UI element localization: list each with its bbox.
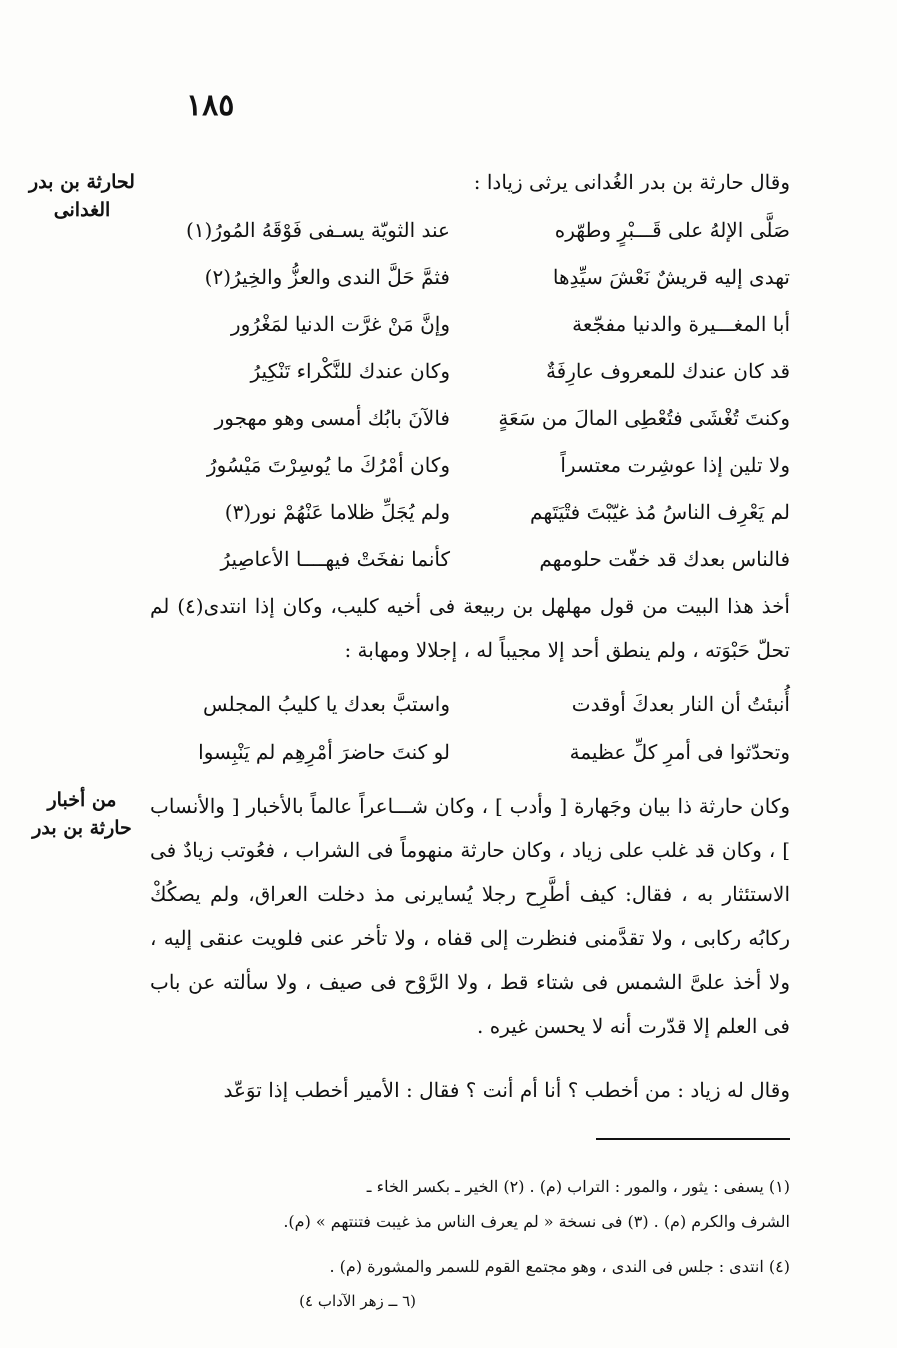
verse-first-hemistich: أبا المغـــيرة والدنيا مفجّعة xyxy=(572,312,790,336)
verse-second-hemistich: فثمَّ حَلَّ الندى والعزُّ والخِيرُ(٢) xyxy=(204,265,450,289)
verse-second-hemistich: كأنما نفخَتْ فيهــــا الأعاصِيرُ xyxy=(220,547,450,571)
verse-line xyxy=(150,535,790,583)
footnote-line: (٤) انتدى : جلس فى الندى ، وهو مجتمع القوم للسمر والمشورة (م) . xyxy=(329,1257,790,1276)
verse-second-hemistich: وكان عندك للنَّكْراء تَنْكِيرُ xyxy=(250,359,450,383)
verse-first-hemistich: صَلَّى الإلهُ على قَـــبْرٍ وطهّره xyxy=(554,218,790,242)
verse-second-hemistich: واستبَّ بعدك يا كليبُ المجلس xyxy=(203,692,450,716)
paragraph-1: أخذ هذا البيت من قول مهلهل بن ربيعة فى أخيه كليب، وكان إذا انتدى(٤) لم تحلّ حَبْوَته ، ولم ينطق أحد إلا مجيباً له ، إجلالا ومهابة : xyxy=(150,594,790,662)
intro-line: وقال حارثة بن بدر الغُدانى يرثى زيادا : xyxy=(473,170,790,194)
verse-line xyxy=(150,488,790,536)
margin-note-line: لحارثة بن بدر xyxy=(29,171,135,193)
verse-first-hemistich: قد كان عندك للمعروف عارِفَةٌ xyxy=(545,359,790,383)
footnote-divider xyxy=(596,1138,790,1140)
verse-first-hemistich: فالناس بعدك قد خفّت حلومهم xyxy=(539,547,790,571)
verse-line xyxy=(150,728,790,776)
verse-line xyxy=(150,253,790,301)
verse-line xyxy=(150,347,790,395)
verse-second-hemistich: ولم يُجَلِّ ظلاما عَنْهُمْ نور(٣) xyxy=(224,500,450,524)
verse-line xyxy=(150,680,790,728)
paragraph-3: وقال له زياد : من أخطب ؟ أنا أم أنت ؟ فقال : الأمير أخطب إذا توَعّد xyxy=(223,1078,790,1102)
verse-second-hemistich: لو كنتَ حاضرَ أمْرِهِم لم يَنْبِسوا xyxy=(198,740,450,764)
verse-second-hemistich: فالآنَ بابُك أمسى وهو مهجور xyxy=(214,406,450,430)
footnote-line: (١) يسفى : يثور ، والمور : التراب (م) . (٢) الخير ـ بكسر الخاء ـ xyxy=(366,1177,790,1196)
verse-first-hemistich: وكنتَ تُغْشَى فتُعْطِى المالَ من سَعَةٍ xyxy=(498,406,790,430)
footnote-line: الشرف والكرم (م) . (٣) فى نسخة « لم يعرف الناس مذ غيبت فتنتهم » (م). xyxy=(283,1212,790,1231)
margin-note-2 xyxy=(22,786,142,842)
verse-first-hemistich: وتحدّثوا فى أمرِ كلِّ عظيمة xyxy=(569,740,790,764)
verse-second-hemistich: وإنَّ مَنْ غرَّت الدنيا لمَغْرُور xyxy=(230,312,450,336)
verse-first-hemistich: أُنبئتُ أن النار بعدكَ أوقدت xyxy=(571,692,790,716)
margin-note-line: حارثة بن بدر xyxy=(32,817,132,839)
verse-second-hemistich: وكان أمْرُكَ ما يُوسِرْتَ مَيْسُورُ xyxy=(206,453,450,477)
margin-note-line: الغدانى xyxy=(53,199,111,221)
verse-second-hemistich: عند الثويّة يسـفى فَوْقَهُ المُورُ(١) xyxy=(185,218,450,242)
verse-first-hemistich: تهدى إليه قريشٌ نَعْشَ سيِّدِها xyxy=(552,265,790,289)
verse-line xyxy=(150,206,790,254)
paragraph-2: وكان حارثة ذا بيان وجَهارة [ وأدب ] ، وكان شـــاعراً عالماً بالأخبار [ والأنساب ] ، وكان قد غلب على زياد ، وكان حارثة منهوماً فى الشراب ، فعُوتب زيادٌ فى الاستئثار به ، فقال: كيف أطَّرِح رجلا يُسايرنى مذ دخلت العراق، ولم يصكُكْ ركابُه ركابى ، ولا تقدَّمنى فنظرت إلى قفاه ، ولا تأخر عنى فلويت عنقى إليه ، ولا أخذ علىَّ الشمس فى شتاء قط ، ولا الرَّوْح فى صيف ، ولا سألته عن باب فى العلم إلا قدّرت أنه لا يحسن غيره . xyxy=(150,794,790,1038)
verse-line xyxy=(150,300,790,348)
verse-first-hemistich: لم يَعْرِف الناسُ مُذ غيّبْتَ فتْيَتَهم xyxy=(530,500,790,524)
margin-note-1 xyxy=(22,168,142,224)
verse-line xyxy=(150,441,790,489)
verse-line xyxy=(150,394,790,442)
verse-first-hemistich: ولا تلين إذا عوشِرت معتسراً xyxy=(560,453,790,477)
margin-note-line: من أخبار xyxy=(47,789,117,811)
signature-mark: (٦ ــ زهر الآداب ٤) xyxy=(299,1292,416,1310)
page-number: ١٨٥ xyxy=(186,88,235,123)
